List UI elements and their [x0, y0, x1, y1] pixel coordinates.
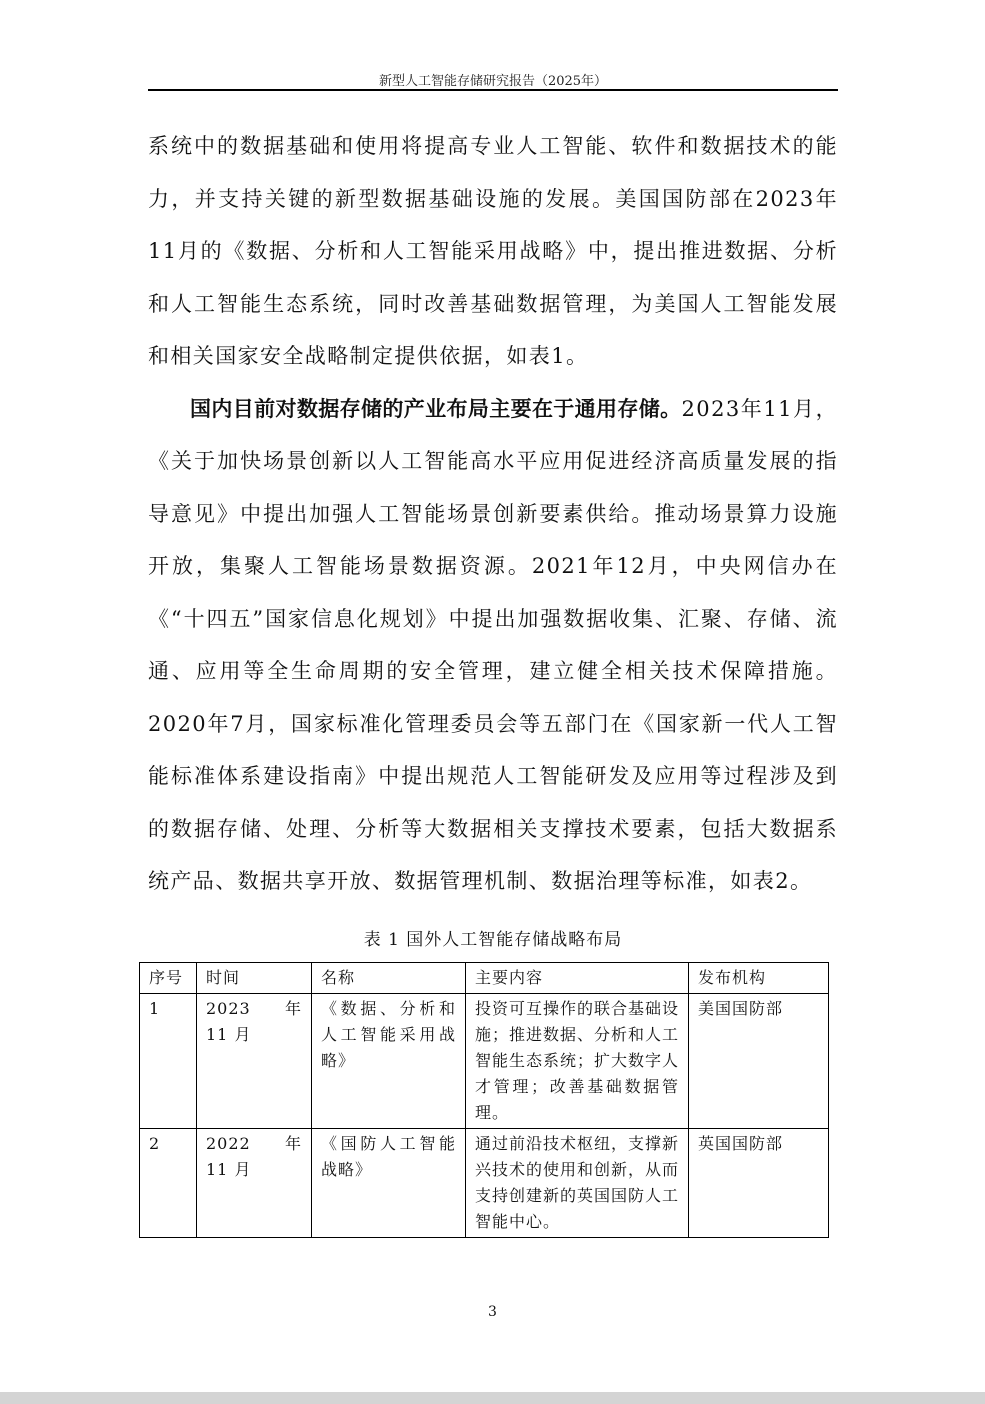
cell-publisher: 英国国防部: [689, 1129, 829, 1238]
cell-content: 投资可互操作的联合基础设施；推进数据、分析和人工智能生态系统；扩大数字人才管理；改善基础数据管理。: [466, 994, 689, 1129]
header-seq: 序号: [140, 963, 197, 994]
header-name: 名称: [312, 963, 466, 994]
table-header-row: [140, 963, 829, 994]
strategy-table: [139, 962, 829, 1238]
cell-name: 《数据、分析和人工智能采用战略》: [312, 994, 466, 1129]
table-row: [140, 994, 829, 1129]
header-time: 时间: [197, 963, 312, 994]
cell-time: 2023 年 11 月: [197, 994, 312, 1129]
cell-publisher: 美国国防部: [689, 994, 829, 1129]
header-publisher: 发布机构: [689, 963, 829, 994]
cell-seq: 2: [140, 1129, 197, 1238]
cell-seq: 1: [140, 994, 197, 1129]
table-row: [140, 1129, 829, 1238]
running-header: 新型人工智能存储研究报告（2025年）: [378, 74, 608, 89]
body-text: [148, 120, 838, 908]
paragraph-2-rest: 2023年11月，《关于加快场景创新以人工智能高水平应用促进经济高质量发展的指导意见》中提出加强人工智能场景创新要素供给。推动场景算力设施开放，集聚人工智能场景数据资源。2021年12月，中央网信办在《“十四五”国家信息化规划》中提出加强数据收集、汇聚、存储、流通、应用等全生命周期的安全管理，建立健全相关技术保障措施。2020年7月，国家标准化管理委员会等五部门在《国家新一代人工智能标准体系建设指南》中提出规范人工智能研发及应用等过程涉及到的数据存储、处理、分析等大数据相关支撑技术要素，包括大数据系统产品、数据共享开放、数据管理机制、数据治理等标准，如表2。: [148, 396, 838, 893]
paragraph-1: 系统中的数据基础和使用将提高专业人工智能、软件和数据技术的能力，并支持关键的新型数据基础设施的发展。美国国防部在2023年11月的《数据、分析和人工智能采用战略》中，提出推进数据、分析和人工智能生态系统，同时改善基础数据管理，为美国人工智能发展和相关国家安全战略制定提供依据，如表1。: [148, 134, 838, 368]
header-content: 主要内容: [466, 963, 689, 994]
viewer-bottom-bar: [0, 1392, 985, 1404]
header-rule: [148, 89, 838, 91]
table-caption: 表 1 国外人工智能存储战略布局: [363, 930, 623, 950]
page-number: 3: [488, 1304, 497, 1320]
cell-name: 《国防人工智能战略》: [312, 1129, 466, 1238]
cell-content: 通过前沿技术枢纽，支撑新兴技术的使用和创新，从而支持创建新的英国国防人工智能中心。: [466, 1129, 689, 1238]
paragraph-2-lead: 国内目前对数据存储的产业布局主要在于通用存储。: [190, 396, 682, 421]
paragraph-2: [148, 383, 838, 908]
cell-time: 2022 年 11 月: [197, 1129, 312, 1238]
